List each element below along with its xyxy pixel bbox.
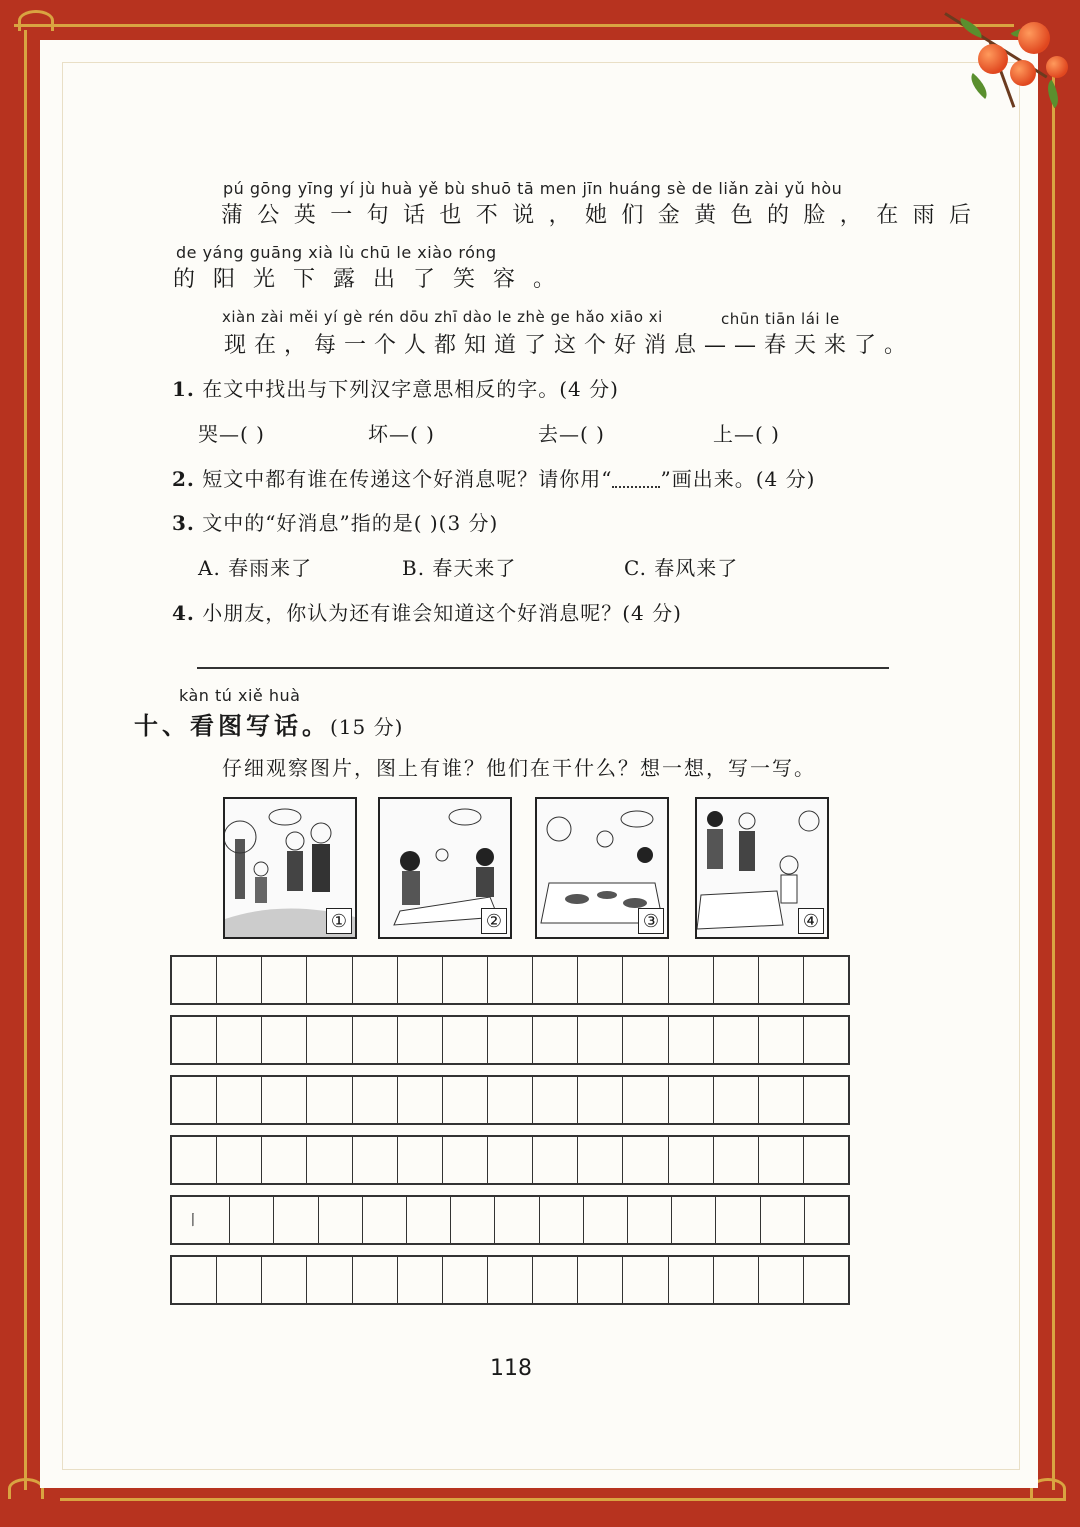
grid-cell[interactable] (443, 1257, 488, 1303)
grid-cell[interactable] (759, 1137, 804, 1183)
grid-cell[interactable] (398, 1257, 443, 1303)
grid-cell[interactable] (398, 1077, 443, 1123)
grid-cell[interactable] (172, 1077, 217, 1123)
grid-cell[interactable] (804, 1257, 848, 1303)
grid-cell[interactable] (804, 1017, 848, 1063)
story-picture-2 (378, 797, 512, 939)
writing-grid[interactable] (170, 955, 850, 1315)
picture-number-3: ③ (638, 908, 664, 934)
grid-cell[interactable] (578, 1257, 623, 1303)
grid-cell[interactable] (407, 1197, 451, 1243)
grid-cell[interactable] (353, 1257, 398, 1303)
question-4-text: 小朋友，你认为还有谁会知道这个好消息呢？(4 分) (202, 601, 682, 625)
story-picture-4 (695, 797, 829, 939)
grid-cell[interactable] (230, 1197, 274, 1243)
question-3-text: 文中的“好消息”指的是( )(3 分) (202, 511, 499, 535)
grid-cell[interactable] (584, 1197, 628, 1243)
corner-ornament-icon (18, 10, 54, 31)
grid-cell[interactable] (217, 957, 262, 1003)
section-10-heading (134, 706, 403, 741)
question-1-number: 1. (172, 377, 195, 401)
grid-cell[interactable] (488, 1077, 533, 1123)
passage-line1-pinyin: pú gōng yīng yí jù huà yě bù shuō tā men jīn huáng sè de liǎn zài yǔ hòu (223, 179, 843, 198)
grid-cell[interactable] (623, 1257, 668, 1303)
grid-cell[interactable] (307, 1017, 352, 1063)
grid-cell[interactable] (443, 957, 488, 1003)
grid-cell[interactable] (714, 1077, 759, 1123)
passage-line3-text: 现在，每一个人都知道了这个好消息——春天来了。 (224, 333, 915, 358)
grid-cell[interactable] (398, 957, 443, 1003)
grid-cell[interactable] (714, 957, 759, 1003)
grid-cell[interactable] (319, 1197, 363, 1243)
grid-row (170, 1195, 850, 1245)
q1-item-4[interactable]: 上—( ) (713, 422, 780, 446)
grid-cell[interactable] (714, 1257, 759, 1303)
grid-cell[interactable] (262, 957, 307, 1003)
passage-line3-pinyin-end: chūn tiān lái le (721, 310, 840, 328)
grid-cell[interactable]: 丨 (172, 1197, 230, 1243)
grid-cell[interactable] (669, 1077, 714, 1123)
corner-ornament-icon (8, 1478, 44, 1499)
bottom-border-line (60, 1498, 1066, 1501)
top-border-line (14, 24, 1014, 27)
left-border-line (24, 30, 27, 1490)
grid-cell[interactable] (262, 1017, 307, 1063)
grid-cell[interactable] (628, 1197, 672, 1243)
grid-cell[interactable] (443, 1017, 488, 1063)
question-4-number: 4. (172, 601, 195, 625)
question-1 (172, 373, 619, 402)
grid-cell[interactable] (714, 1017, 759, 1063)
grid-cell[interactable] (488, 1137, 533, 1183)
grid-cell[interactable] (217, 1257, 262, 1303)
grid-cell[interactable] (262, 1077, 307, 1123)
grid-cell[interactable] (398, 1137, 443, 1183)
question-3 (172, 507, 498, 536)
grid-cell[interactable] (353, 1137, 398, 1183)
picture-number-4: ④ (798, 908, 824, 934)
grid-row (170, 1255, 850, 1305)
grid-cell[interactable] (217, 1137, 262, 1183)
q3-option-a[interactable]: A. 春雨来了 (198, 556, 313, 580)
grid-cell[interactable] (759, 1017, 804, 1063)
grid-cell[interactable] (217, 1077, 262, 1123)
grid-cell[interactable] (353, 1017, 398, 1063)
grid-cell[interactable] (578, 957, 623, 1003)
q1-item-1[interactable]: 哭—( ) (198, 422, 265, 446)
grid-cell[interactable] (443, 1077, 488, 1123)
grid-cell[interactable] (804, 1077, 848, 1123)
grid-cell[interactable] (804, 1137, 848, 1183)
picture-number-1: ① (326, 908, 352, 934)
grid-cell[interactable] (488, 957, 533, 1003)
section-10-instruction: 仔细观察图片，图上有谁？他们在干什么？想一想，写一写。 (222, 756, 816, 780)
grid-row (170, 955, 850, 1005)
grid-cell[interactable] (353, 957, 398, 1003)
grid-cell[interactable] (761, 1197, 805, 1243)
grid-cell[interactable] (714, 1137, 759, 1183)
grid-cell[interactable] (669, 1257, 714, 1303)
page-number: 118 (490, 1356, 532, 1381)
question-4 (172, 597, 682, 626)
passage-line3-pinyin: xiàn zài měi yí gè rén dōu zhī dào le zhè ge hǎo xiāo xi (222, 308, 663, 326)
grid-cell[interactable] (578, 1077, 623, 1123)
grid-cell[interactable] (488, 1257, 533, 1303)
section-10-score: (15 分) (330, 715, 404, 739)
grid-cell[interactable] (669, 1137, 714, 1183)
grid-cell[interactable] (805, 1197, 848, 1243)
grid-cell[interactable] (172, 1017, 217, 1063)
grid-cell[interactable] (578, 1017, 623, 1063)
story-picture-3 (535, 797, 669, 939)
grid-cell[interactable] (363, 1197, 407, 1243)
grid-cell[interactable] (172, 1257, 217, 1303)
grid-cell[interactable] (533, 957, 578, 1003)
grid-cell[interactable] (669, 1017, 714, 1063)
grid-cell[interactable] (623, 1017, 668, 1063)
grid-row (170, 1135, 850, 1185)
section-10-pinyin: kàn tú xiě huà (179, 686, 301, 705)
grid-row (170, 1075, 850, 1125)
passage-line2-pinyin: de yáng guāng xià lù chū le xiào róng (176, 243, 497, 262)
passage-line1-text: 蒲公英一句话也不说，她们金黄色的脸，在雨后 (221, 203, 986, 228)
grid-cell[interactable] (716, 1197, 760, 1243)
q3-option-c[interactable]: C. 春风来了 (624, 556, 739, 580)
q3-option-b[interactable]: B. 春天来了 (402, 556, 517, 580)
question-2-text-end: ”画出来。(4 分) (660, 467, 816, 491)
q4-answer-line[interactable] (197, 667, 889, 669)
grid-cell[interactable] (217, 1017, 262, 1063)
grid-cell[interactable] (759, 957, 804, 1003)
grid-cell[interactable] (533, 1017, 578, 1063)
right-border-line (1052, 60, 1055, 1490)
picture-number-2: ② (481, 908, 507, 934)
grid-cell[interactable] (623, 1137, 668, 1183)
grid-cell[interactable] (669, 957, 714, 1003)
grid-cell[interactable] (672, 1197, 716, 1243)
grid-cell[interactable] (398, 1017, 443, 1063)
grid-cell[interactable] (804, 957, 848, 1003)
grid-cell[interactable] (172, 1137, 217, 1183)
grid-cell[interactable] (172, 957, 217, 1003)
grid-cell[interactable] (533, 1257, 578, 1303)
section-10-title: 十、看图写话。 (134, 711, 330, 740)
grid-cell[interactable] (353, 1077, 398, 1123)
grid-cell[interactable] (262, 1257, 307, 1303)
question-3-number: 3. (172, 511, 195, 535)
grid-cell[interactable] (262, 1137, 307, 1183)
grid-cell[interactable] (533, 1077, 578, 1123)
passage-line2-text: 的阳光下露出了笑容。 (173, 267, 574, 292)
question-2-number: 2. (172, 467, 195, 491)
grid-cell[interactable] (540, 1197, 584, 1243)
grid-cell[interactable] (759, 1077, 804, 1123)
wavy-underline-icon (612, 478, 660, 488)
grid-cell[interactable] (759, 1257, 804, 1303)
grid-cell[interactable] (307, 1077, 352, 1123)
grid-cell[interactable] (488, 1017, 533, 1063)
grid-cell[interactable] (307, 1137, 352, 1183)
grid-cell[interactable] (623, 1077, 668, 1123)
grid-cell[interactable] (495, 1197, 539, 1243)
grid-cell[interactable] (443, 1137, 488, 1183)
grid-cell[interactable] (451, 1197, 495, 1243)
question-1-text: 在文中找出与下列汉字意思相反的字。(4 分) (202, 377, 619, 401)
grid-cell[interactable] (623, 957, 668, 1003)
grid-cell[interactable] (274, 1197, 318, 1243)
grid-cell[interactable] (578, 1137, 623, 1183)
story-picture-1 (223, 797, 357, 939)
q1-item-3[interactable]: 去—( ) (538, 422, 605, 446)
grid-cell[interactable] (307, 1257, 352, 1303)
grid-row (170, 1015, 850, 1065)
grid-cell[interactable] (307, 957, 352, 1003)
grid-cell[interactable] (533, 1137, 578, 1183)
question-2-text: 短文中都有谁在传递这个好消息呢？请你用“ (202, 467, 613, 491)
q1-item-2[interactable]: 坏—( ) (368, 422, 435, 446)
question-2 (172, 463, 815, 492)
